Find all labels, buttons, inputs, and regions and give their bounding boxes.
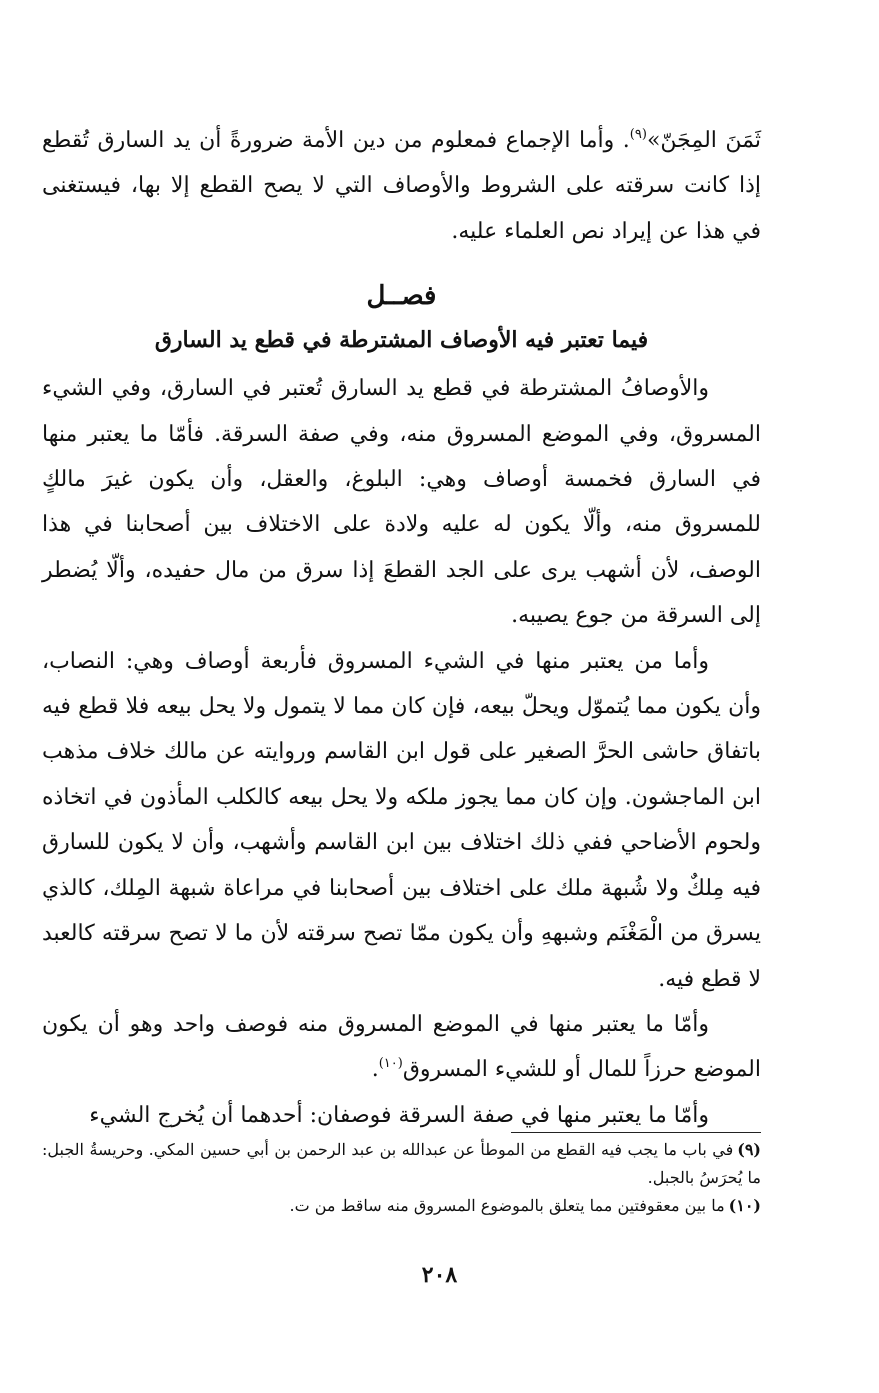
footnote-9-text: في باب ما يجب فيه القطع من الموطأ عن عبدالله بن عبد الرحمن بن أبي حسين المكي. وحريسةُ الجبل: ما يُحرَسُ بالجبل. — [42, 1140, 761, 1187]
intro-text: ثَمَنَ المِجَنّ» — [646, 128, 761, 153]
intro-text-after: . وأما الإجماع فمعلوم من دين الأمة ضرورةً أن يد السارق تُقطع إذا كانت سرقته على الشروط والأوصاف التي لا يصح القطع إلا بها، فيستغنى في هذا عن إيراد نص العلماء عليه. — [42, 128, 761, 244]
footnote-ref-10[interactable]: (١٠) — [378, 1056, 403, 1072]
intro-paragraph — [42, 118, 761, 254]
footnote-9 — [42, 1136, 761, 1192]
footnote-ref-9[interactable]: (٩) — [629, 127, 647, 142]
section-subtitle: فيما تعتبر فيه الأوصاف المشترطة في قطع يد السارق — [154, 327, 649, 354]
section-title: فصــل — [366, 281, 437, 312]
page-number: ٢٠٨ — [421, 1262, 458, 1288]
footnotes — [42, 1136, 761, 1220]
paragraph-theft-manner: وأمّا ما يعتبر منها في صفة السرقة فوصفان: أحدهما أن يُخرج الشيء — [89, 1102, 709, 1128]
footnote-divider — [511, 1132, 761, 1133]
footnote-10-text: ما بين معقوفتين مما يتعلق بالموضوع المسروق منه ساقط من ت. — [289, 1196, 725, 1215]
paragraph-location-condition — [42, 1002, 761, 1093]
paragraph-thief-conditions: والأوصافُ المشترطة في قطع يد السارق تُعتبر في السارق، وفي الشيء المسروق، وفي الموضع المسروق منه، وفي صفة السرقة. فأمّا ما يعتبر منها في السارق فخمسة أوصاف وهي: البلوغ، والعقل، وأن يكون غيرَ مالكٍ للمسروق منه، وألّا يكون له عليه ولادة على الاختلاف بين أصحابنا في هذا الوصف، لأن أشهب يرى على الجد القطعَ إذا سرق من مال حفيده، وألّا يُضطر إلى السرقة من جوع يصيبه. — [42, 376, 761, 629]
paragraph-location-end: . — [371, 1057, 379, 1083]
footnote-10-number: (١٠) — [728, 1196, 761, 1215]
footnote-9-number: (٩) — [737, 1140, 761, 1159]
paragraph-stolen-item-conditions: وأما من يعتبر منها في الشيء المسروق فأربعة أوصاف وهي: النصاب، وأن يكون مما يُتموّل ويحلّ بيعه، فإن كان مما لا يتمول ولا يحل بيعه فلا قطع فيه باتفاق حاشى الحرَّ الصغير على قول ابن القاسم وروايته عن مالك خلاف مذهب ابن الماجشون. وإن كان مما يجوز ملكه ولا يحل بيعه كالكلب المأذون في اتخاذه ولحوم الأضاحي ففي ذلك اختلاف بين ابن القاسم وأشهب، وأن لا يكون للسارق فيه مِلكٌ ولا شُبهة ملك على اختلاف بين أصحابنا في مراعاة شبهة المِلك، كالذي يسرق من الْمَغْنَم وشبههِ وأن يكون ممّا تصح سرقته لأن ما لا تصح سرقته كالعبد لا قطع فيه. — [42, 648, 761, 992]
footnote-10 — [42, 1192, 761, 1220]
main-text — [42, 118, 761, 1138]
paragraph-location-text: وأمّا ما يعتبر منها في الموضع المسروق منه فوصف واحد وهو أن يكون الموضع حرزاً للمال أو للشيء المسروق — [42, 1011, 761, 1083]
